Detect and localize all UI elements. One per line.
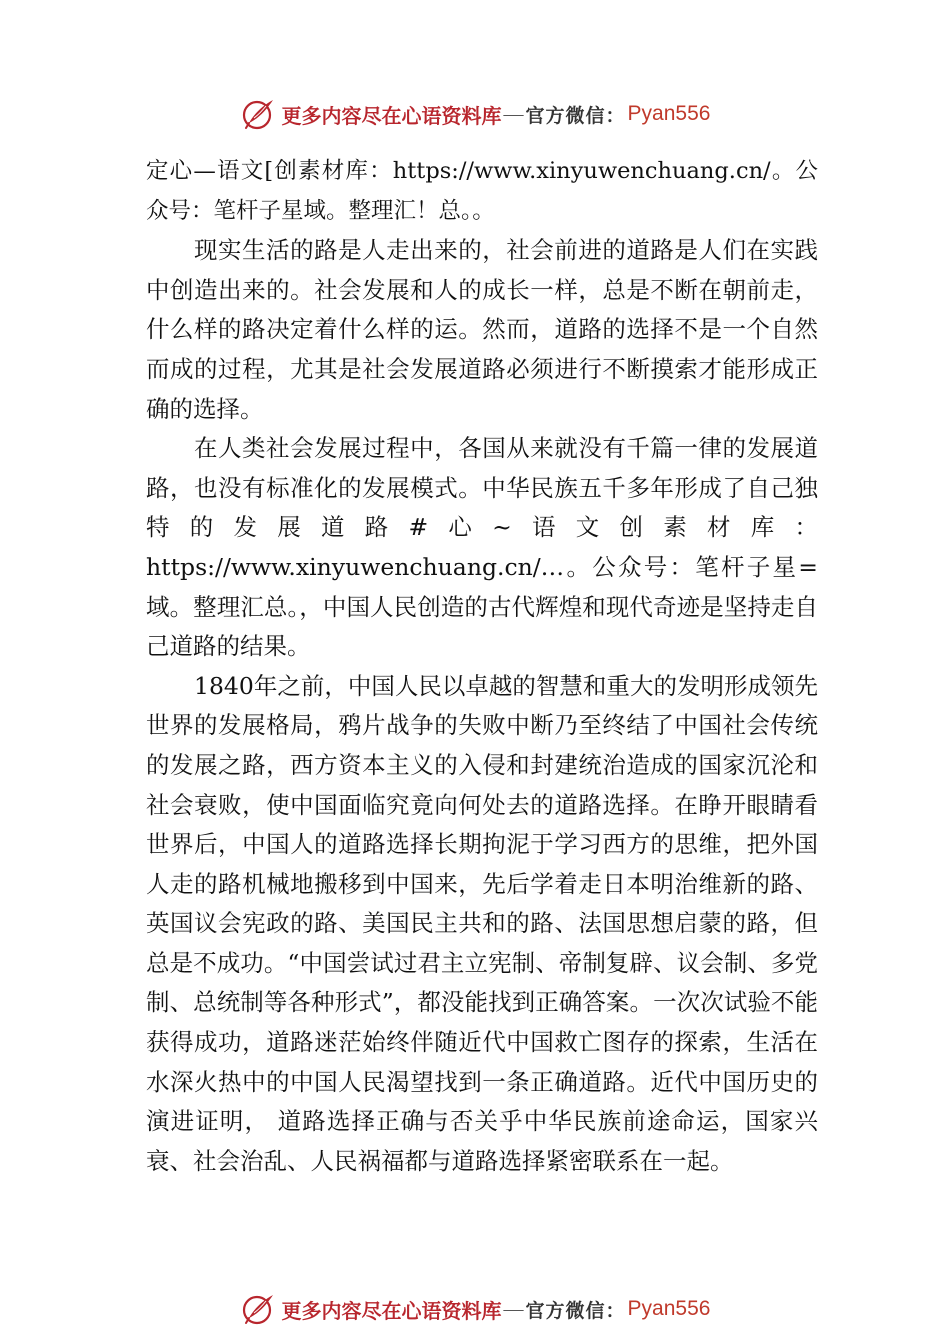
footer-banner [0, 1287, 950, 1331]
header-dash: — [503, 102, 524, 125]
footer-title: 更多内容尽在心语资料库 [281, 1298, 502, 1323]
paragraph: 在人类社会发展过程中，各国从来就没有千篇一律的发展道路，也没有标准化的发展模式。中华民族五千多年形成了自己独特的发展道路#心~语文创素材库：https://www.xinyuwenchuang.cn/…。公众号：笔杆子星=域。整理汇总。，中国人民创造的古代辉煌和现代奇迹是坚持走自己道路的结果。 [146, 434, 818, 661]
quill-pen-logo-icon [240, 96, 276, 132]
footer-wechat-id: Pyan556 [627, 1297, 711, 1320]
quill-pen-logo-icon [240, 1291, 276, 1327]
paragraph-source-note: 定心—语文[创素材库：https://www.xinyuwenchuang.cn/。公众号：笔杆子星域。整理汇！总。。 [146, 158, 818, 224]
footer-dash: — [503, 1297, 524, 1320]
footer-banner-inner [240, 1291, 711, 1327]
header-banner [0, 92, 950, 136]
header-banner-inner [240, 96, 711, 132]
header-wechat-label: 官方微信： [525, 104, 626, 127]
paragraph: 现实生活的路是人走出来的，社会前进的道路是人们在实践中创造出来的。社会发展和人的成长一样，总是不断在朝前走，什么样的路决定着什么样的运。然而，道路的选择不是一个自然而成的过程，尤其是社会发展道路必须进行不断摸索才能形成正确的选择。 [146, 236, 818, 423]
header-title: 更多内容尽在心语资料库 [281, 103, 502, 128]
footer-wechat-label: 官方微信： [525, 1299, 626, 1322]
header-wechat-id: Pyan556 [627, 102, 711, 125]
paragraph: 1840年之前，中国人民以卓越的智慧和重大的发明形成领先世界的发展格局，鸦片战争的失败中断乃至终结了中国社会传统的发展之路，西方资本主义的入侵和封建统治造成的国家沉沦和社会衰败，使中国面临究竟向何处去的道路选择。在睁开眼睛看世界后，中国人的道路选择长期拘泥于学习西方的思维，把外国人走的路机械地搬移到中国来，先后学着走日本明治维新的路、英国议会宪政的路、美国民主共和的路、法国思想启蒙的路，但总是不成功。“中国尝试过君主立宪制、帝制复辟、议会制、多党制、总统制等各种形式”，都没能找到正确答案。一次次试验不能获得成功，道路迷茫始终伴随近代中国救亡图存的探索，生活在水深火热中的中国人民渴望找到一条正确道路。近代中国历史的演进证明， 道路选择正确与否关乎中华民族前途命运，国家兴衰、社会治乱、人民祸福都与道路选择紧密联系在一起。 [146, 671, 818, 1175]
article-body [146, 152, 818, 1181]
